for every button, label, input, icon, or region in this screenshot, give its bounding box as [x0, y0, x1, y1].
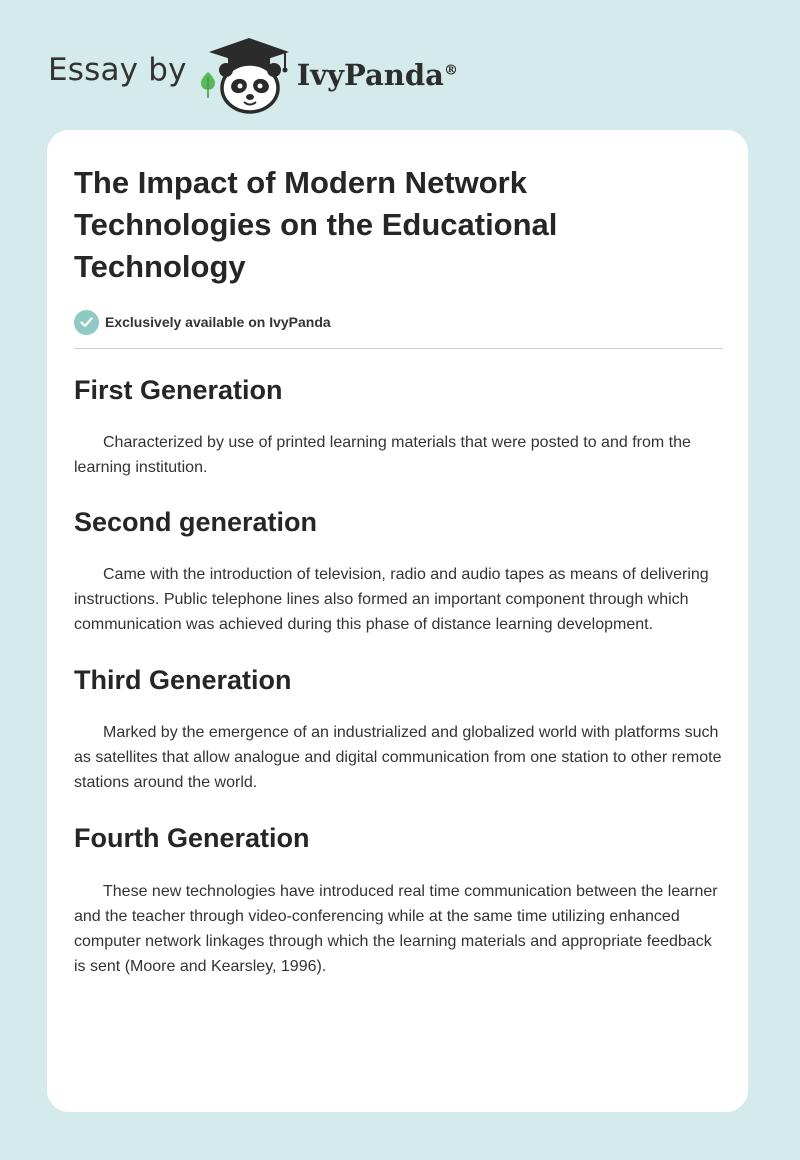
registered-mark: ®	[443, 62, 458, 79]
section-heading: Fourth Generation	[74, 823, 310, 853]
brand-label: IvyPanda	[296, 58, 444, 92]
section-heading: Second generation	[74, 507, 318, 537]
section-paragraph: These new technologies have introduced real time communication between the learner and the teacher through video-conferencing while at the same time utilizing enhanced computer network linkages through which the learning materials and appropriate feedback is sent (Moore and Kearsley, 1996).	[74, 883, 718, 975]
brand-name[interactable]	[297, 58, 458, 92]
ivy-leaf-icon	[197, 70, 219, 100]
essay-by-label: Essay by	[48, 52, 187, 88]
check-circle-icon	[74, 310, 99, 335]
site-header	[48, 34, 458, 114]
section-paragraph: Came with the introduction of television, radio and audio tapes as means of delivering instructions. Public telephone lines also formed an important component through which communication was achieved during this phase of distance learning development.	[74, 566, 709, 633]
exclusive-label: Exclusively available on IvyPanda	[105, 314, 331, 330]
divider	[74, 348, 723, 349]
section-second-generation	[74, 505, 722, 637]
section-heading: First Generation	[74, 375, 283, 405]
essay-card	[47, 130, 748, 1112]
section-paragraph: Marked by the emergence of an industrialized and globalized world with platforms such as satellites that allow analogue and digital communication from one station to other remote stations around the world.	[74, 724, 722, 791]
page-title: The Impact of Modern Network Technologies on the Educational Technology	[74, 165, 558, 284]
section-heading: Third Generation	[74, 665, 292, 695]
section-first-generation	[74, 373, 722, 480]
essay-content	[74, 162, 722, 979]
section-paragraph: Characterized by use of printed learning materials that were posted to and from the learning institution.	[74, 434, 691, 476]
panda-graduate-icon[interactable]	[203, 34, 295, 114]
exclusive-badge	[74, 308, 722, 336]
section-fourth-generation	[74, 821, 722, 979]
section-third-generation	[74, 663, 722, 795]
